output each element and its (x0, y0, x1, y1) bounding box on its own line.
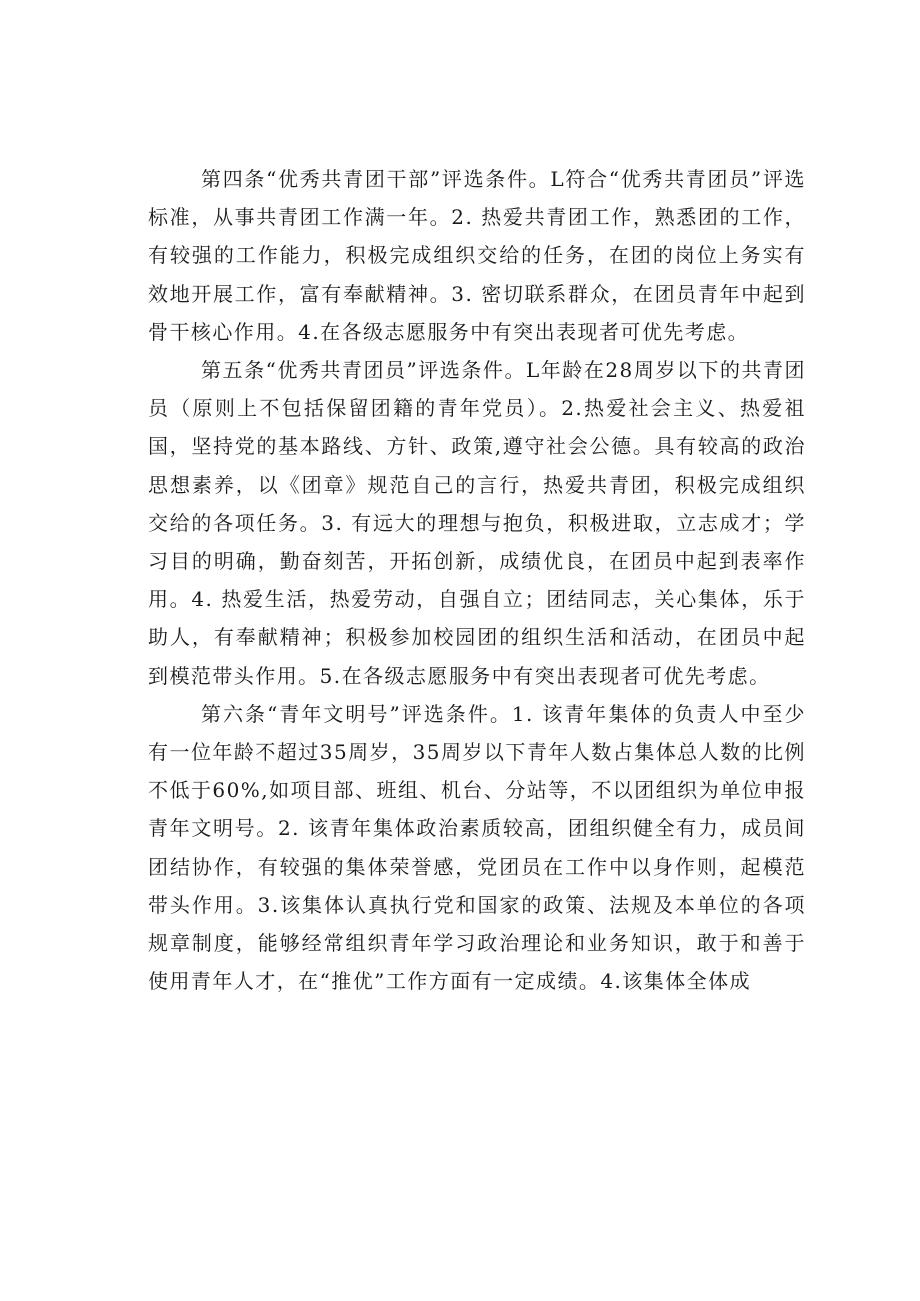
article-6-paragraph: 第六条“青年文明号”评选条件。1. 该青年集体的负责人中至少有一位年龄不超过35周岁，35周岁以下青年人数占集体总人数的比例不低于60%,如项目部、班组、机台、分站等，不以团组织为单位申报青年文明号。2. 该青年集体政治素质较高，团组织健全有力，成员间团结协作，有较强的集体荣誉感，党团员在工作中以身作则，起模范带头作用。3.该集体认真执行党和国家的政策、法规及本单位的各项规章制度，能够经常组织青年学习政治理论和业务知识，敢于和善于使用青年人才，在“推优”工作方面有一定成绩。4.该集体全体成 (148, 701, 806, 994)
article-5-paragraph: 第五条“优秀共青团员”评选条件。L年龄在28周岁以下的共青团员（原则上不包括保留团籍的青年党员）。2.热爱社会主义、热爱祖国，坚持党的基本路线、方针、政策,遵守社会公德。具有较高的政治思想素养，以《团章》规范自己的言行，热爱共青团，积极完成组织交给的各项任务。3. 有远大的理想与抱负，积极进取，立志成才；学习目的明确，勤奋刻苦，开拓创新，成绩优良，在团员中起到表率作用。4. 热爱生活，热爱劳动，自强自立；团结同志，关心集体，乐于助人，有奉献精神；积极参加校园团的组织生活和活动，在团员中起到模范带头作用。5.在各级志愿服务中有突出表现者可优先考虑。 (148, 358, 806, 688)
article-4-paragraph: 第四条“优秀共青团干部”评选条件。L符合“优秀共青团员”评选标准，从事共青团工作满一年。2. 热爱共青团工作，熟悉团的工作，有较强的工作能力，积极完成组织交给的任务，在团的岗位上务实有效地开展工作，富有奉献精神。3. 密切联系群众，在团员青年中起到骨干核心作用。4.在各级志愿服务中有突出表现者可优先考虑。 (148, 167, 806, 344)
document-body (148, 160, 806, 1000)
